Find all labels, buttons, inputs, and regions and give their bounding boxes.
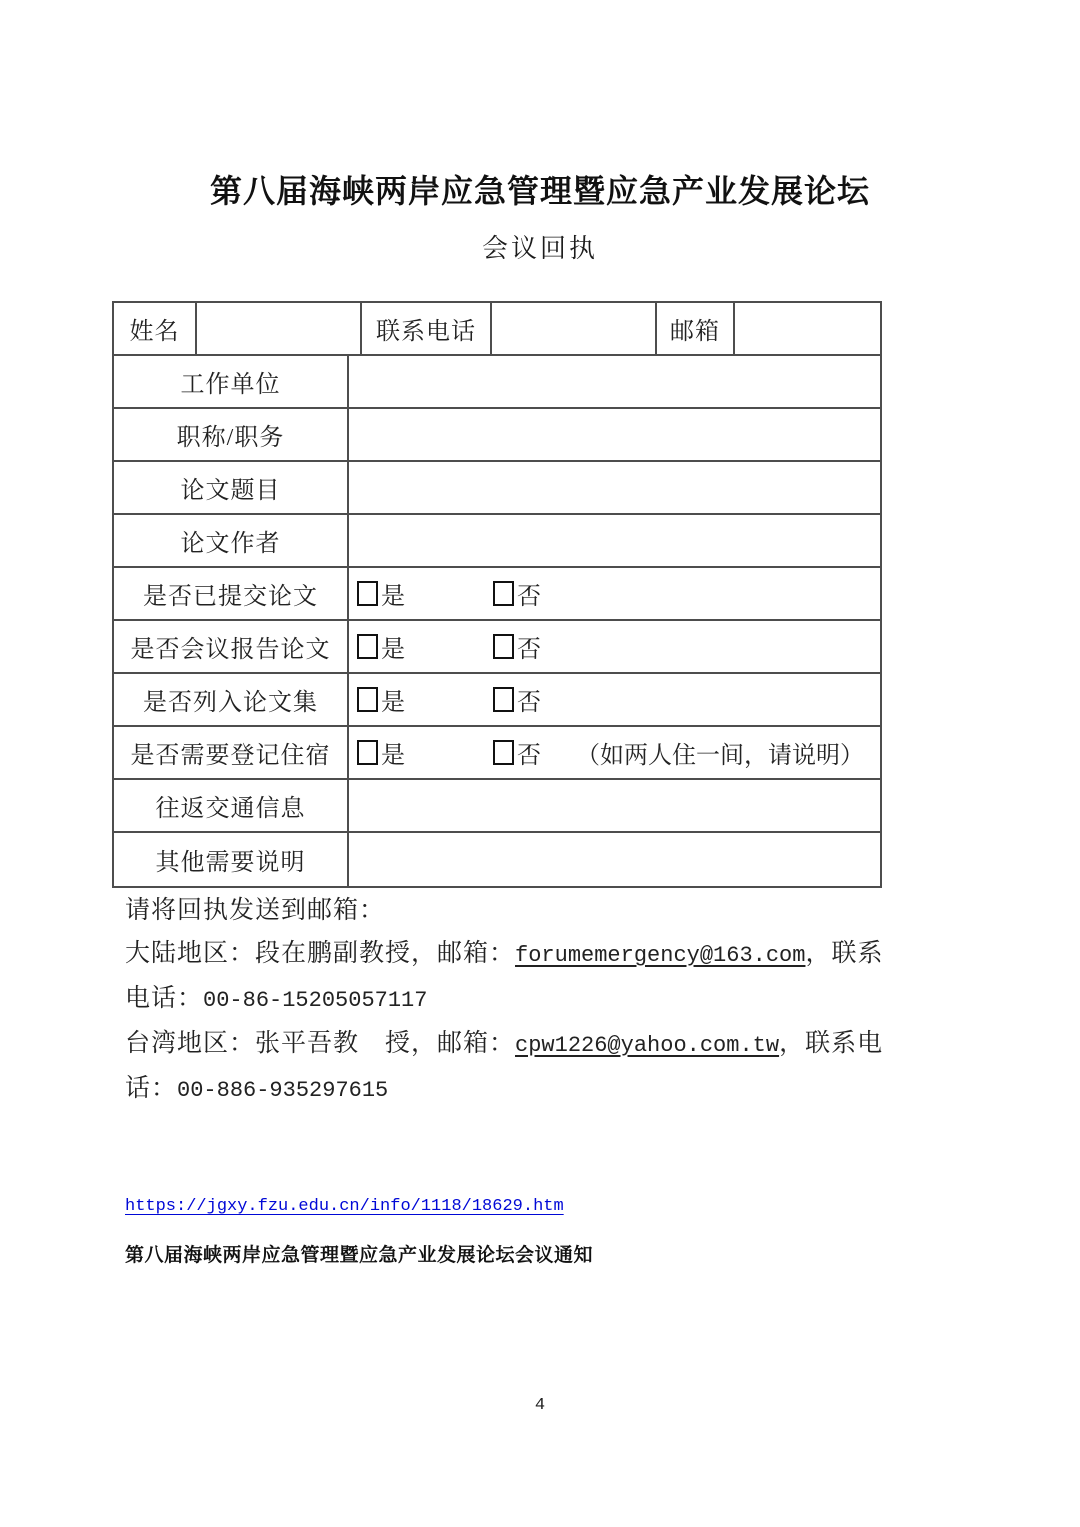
table-row — [114, 515, 880, 568]
paper-title-input-cell[interactable] — [349, 462, 880, 513]
table-row — [114, 621, 880, 674]
transport-info-label: 往返交通信息 — [114, 780, 349, 831]
job-title-label: 职称/职务 — [114, 409, 349, 460]
yes-option-label: 是 — [381, 690, 406, 716]
taiwan-phone-label: 话： — [125, 1075, 178, 1102]
mainland-contact-suffix: ，联系 — [805, 940, 884, 967]
taiwan-contact-text: 台湾地区：张平吾教 授，邮箱： — [125, 1030, 516, 1057]
page-number: 4 — [534, 1396, 546, 1415]
paper-submitted-options — [349, 568, 880, 619]
job-title-input-cell[interactable] — [349, 409, 880, 460]
paper-author-input-cell[interactable] — [349, 515, 880, 566]
mainland-email-link[interactable]: forumemergency@163.com — [515, 943, 806, 968]
no-option-label: 否 — [517, 584, 542, 610]
table-row — [114, 727, 880, 780]
notice-url-link[interactable]: https://jgxy.fzu.edu.cn/info/1118/18629.htm — [125, 1197, 564, 1216]
page-subtitle: 会议回执 — [481, 234, 598, 263]
transport-info-input-cell[interactable] — [349, 780, 880, 831]
name-label: 姓名 — [114, 303, 197, 354]
yes-checkbox[interactable] — [357, 581, 378, 606]
yes-option-label: 是 — [381, 637, 406, 663]
send-instruction-line — [125, 889, 905, 932]
yes-option-label: 是 — [381, 743, 406, 769]
yes-checkbox[interactable] — [357, 740, 378, 765]
work-unit-label: 工作单位 — [114, 356, 349, 407]
taiwan-phone-number: 00-886-935297615 — [177, 1078, 389, 1103]
no-checkbox[interactable] — [493, 740, 514, 765]
accommodation-label: 是否需要登记住宿 — [114, 727, 349, 778]
conference-report-label: 是否会议报告论文 — [114, 621, 349, 672]
proceedings-label: 是否列入论文集 — [114, 674, 349, 725]
other-remarks-label: 其他需要说明 — [114, 833, 349, 886]
table-row — [114, 303, 880, 356]
no-option-label: 否 — [517, 637, 542, 663]
reply-form-table — [112, 301, 882, 888]
mainland-phone-line — [125, 977, 905, 1022]
email-input-cell[interactable] — [735, 303, 880, 354]
no-checkbox[interactable] — [493, 687, 514, 712]
mainland-phone-number: 00-86-15205057117 — [203, 988, 428, 1013]
accommodation-options — [349, 727, 880, 778]
table-row — [114, 462, 880, 515]
table-row — [114, 833, 880, 886]
table-row — [114, 568, 880, 621]
send-instruction-text: 请将回执发送到邮箱： — [125, 897, 386, 924]
accommodation-note: （如两人住一间，请说明） — [576, 743, 864, 769]
paper-title-label: 论文题目 — [114, 462, 349, 513]
email-label: 邮箱 — [657, 303, 735, 354]
paper-submitted-label: 是否已提交论文 — [114, 568, 349, 619]
no-checkbox[interactable] — [493, 581, 514, 606]
table-row — [114, 356, 880, 409]
yes-checkbox[interactable] — [357, 687, 378, 712]
taiwan-contact-suffix: ，联系电 — [779, 1030, 884, 1057]
contact-notes — [125, 889, 905, 1112]
table-row — [114, 674, 880, 727]
proceedings-options — [349, 674, 880, 725]
no-option-label: 否 — [517, 690, 542, 716]
name-input-cell[interactable] — [197, 303, 362, 354]
table-row — [114, 780, 880, 833]
notice-title: 第八届海峡两岸应急管理暨应急产业发展论坛会议通知 — [125, 1245, 594, 1266]
work-unit-input-cell[interactable] — [349, 356, 880, 407]
phone-label: 联系电话 — [362, 303, 492, 354]
table-row — [114, 409, 880, 462]
mainland-phone-label: 电话： — [125, 985, 204, 1012]
taiwan-email-link[interactable]: cpw1226@yahoo.com.tw — [515, 1033, 780, 1058]
mainland-contact-text: 大陆地区：段在鹏副教授，邮箱： — [125, 940, 516, 967]
paper-author-label: 论文作者 — [114, 515, 349, 566]
conference-report-options — [349, 621, 880, 672]
other-remarks-input-cell[interactable] — [349, 833, 880, 886]
taiwan-phone-line — [125, 1067, 905, 1112]
mainland-contact-line — [125, 932, 905, 977]
phone-input-cell[interactable] — [492, 303, 657, 354]
no-option-label: 否 — [517, 743, 542, 769]
no-checkbox[interactable] — [493, 634, 514, 659]
yes-option-label: 是 — [381, 584, 406, 610]
yes-checkbox[interactable] — [357, 634, 378, 659]
page-title: 第八届海峡两岸应急管理暨应急产业发展论坛 — [209, 173, 870, 209]
taiwan-contact-line — [125, 1022, 905, 1067]
